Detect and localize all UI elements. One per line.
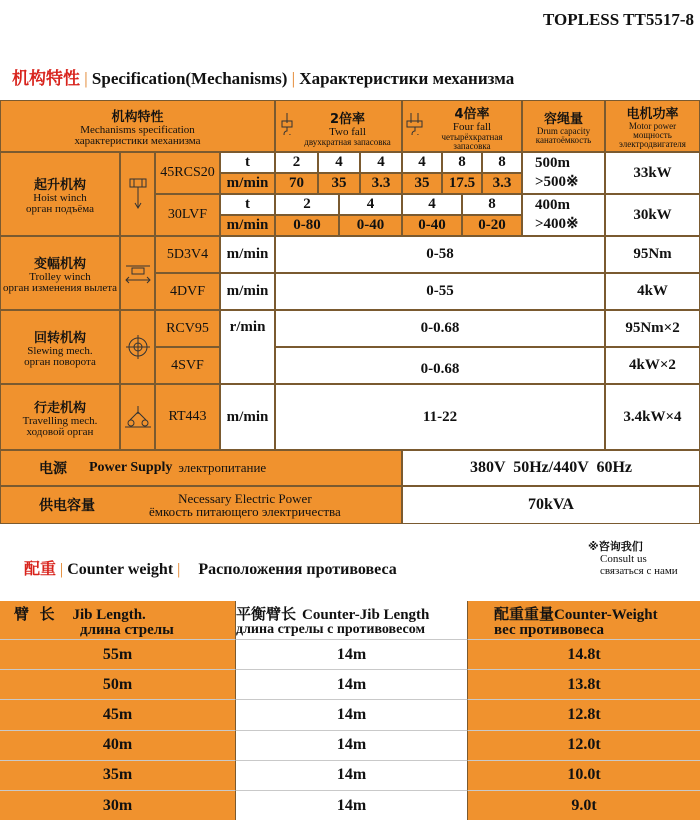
- trolley-winch-icon: [125, 262, 151, 284]
- hoist-r2-t-label: t: [220, 194, 275, 215]
- trolley-unit-2: m/min: [220, 273, 275, 310]
- travelling-mech-icon: [125, 406, 151, 428]
- spec-title-cn: 机构特性: [12, 69, 80, 89]
- spec-table: [0, 100, 700, 525]
- cw-counter-weight: 12.8t: [468, 699, 700, 729]
- hoist-icon-cell: [120, 152, 155, 236]
- cw-counter-jib-length: 14m: [235, 760, 468, 790]
- cw-counter-jib-length: 14m: [235, 790, 468, 820]
- cw-title-en: Counter weight: [67, 561, 174, 578]
- travel-model: RT443: [155, 384, 220, 450]
- cw-header-jib: 臂 长 Jib Length. длина стрелы: [0, 601, 235, 639]
- cw-header-counter-jib: 平衡臂长 Counter-Jib Length длина стрелы с противовесом: [235, 601, 468, 639]
- cw-counter-weight: 12.0t: [468, 730, 700, 760]
- hoist-r2-speed-label: m/min: [220, 215, 275, 236]
- spec-title-en: Specification(Mechanisms): [91, 69, 288, 88]
- hoist-r1-speed-value: 3.3: [360, 173, 402, 194]
- slewing-mech-icon: [126, 335, 150, 359]
- hoist-r1-t-value: 8: [442, 152, 482, 173]
- cw-table: [0, 601, 700, 820]
- cw-jib-length: 45m: [0, 699, 235, 729]
- hoist-r1-speed-value: 35: [318, 173, 360, 194]
- hoist-r1-speed-value: 17.5: [442, 173, 482, 194]
- hoist-r1-speed-value: 3.3: [482, 173, 522, 194]
- hoist-winch-icon: [127, 177, 149, 211]
- hoist-model-2: 30LVF: [155, 194, 220, 236]
- slewing-model-1: RCV95: [155, 310, 220, 347]
- hoist-drum-1: 500m >500※: [522, 152, 605, 194]
- travel-unit: m/min: [220, 384, 275, 450]
- trolley-power-2: 4kW: [605, 273, 700, 310]
- slewing-model-2: 4SVF: [155, 347, 220, 384]
- travel-power: 3.4kW×4: [605, 384, 700, 450]
- header-two-fall: 2倍率 Two fall двухкратная запасовка: [275, 100, 402, 152]
- cw-counter-jib-length: 14m: [235, 639, 468, 669]
- slewing-speed-1: 0-0.68: [275, 310, 605, 347]
- hoist-r2-speed-value: 0-40: [339, 215, 402, 236]
- hoist-r2-t-value: 4: [402, 194, 462, 215]
- hoist-model-1: 45RCS20: [155, 152, 220, 194]
- cw-counter-weight: 13.8t: [468, 669, 700, 699]
- hoist-label: 起升机构 Hoist winch орган подъёма: [0, 152, 120, 236]
- travel-icon-cell: [120, 384, 155, 450]
- cw-jib-length: 50m: [0, 669, 235, 699]
- cw-counter-jib-length: 14m: [235, 699, 468, 729]
- cw-header-weight: 配重重量Counter-Weight вес противовеса: [468, 601, 700, 639]
- hoist-r2-t-value: 8: [462, 194, 522, 215]
- power-capacity-label: 供电容量 Necessary Electric Power ёмкость питающего электричества: [0, 486, 402, 524]
- hoist-r1-t-value: 4: [360, 152, 402, 173]
- hoist-r1-speed-value: 35: [402, 173, 442, 194]
- header-drum-capacity: 容绳量 Drum capacity канатоёмкость: [522, 100, 605, 152]
- hoist-r2-t-value: 4: [339, 194, 402, 215]
- hoist-r1-speed-value: 70: [275, 173, 318, 194]
- hoist-r2-speed-value: 0-20: [462, 215, 522, 236]
- travel-label: 行走机构 Travelling mech. ходовой орган: [0, 384, 120, 450]
- cw-title-cn: 配重: [24, 559, 57, 578]
- header-four-fall: 4倍率 Four fall четырёхкратная запасовка: [402, 100, 522, 152]
- trolley-icon-cell: [120, 236, 155, 310]
- power-supply-label: 电源 Power Supply электропитание: [0, 450, 402, 486]
- power-supply-value: 380V 50Hz/440V 60Hz: [402, 450, 700, 486]
- hoist-r2-speed-value: 0-80: [275, 215, 339, 236]
- hoist-r1-t-label: t: [220, 152, 275, 173]
- trolley-speed-2: 0-55: [275, 273, 605, 310]
- slewing-icon-cell: [120, 310, 155, 384]
- hoist-r2-t-value: 2: [275, 194, 339, 215]
- cw-counter-weight: 14.8t: [468, 639, 700, 669]
- cw-jib-length: 30m: [0, 790, 235, 820]
- header-mechanisms: 机构特性 Mechanisms specification характеристики механизма: [0, 100, 275, 152]
- slewing-power-2: 4kW×2: [605, 347, 700, 384]
- trolley-model-2: 4DVF: [155, 273, 220, 310]
- four-fall-reeving-icon: [405, 113, 425, 135]
- hoist-power-2: 30kW: [605, 194, 700, 236]
- hoist-power-1: 33kW: [605, 152, 700, 194]
- cw-counter-weight: 9.0t: [468, 790, 700, 820]
- trolley-model-1: 5D3V4: [155, 236, 220, 273]
- spec-title: 机构特性 | Specification(Mechanisms) | Характеристики механизма: [12, 69, 515, 89]
- hoist-r1-t-value: 4: [318, 152, 360, 173]
- hoist-r2-speed-value: 0-40: [402, 215, 462, 236]
- cw-jib-length: 35m: [0, 760, 235, 790]
- spec-title-ru: Характеристики механизма: [299, 69, 515, 88]
- hoist-r1-t-value: 8: [482, 152, 522, 173]
- cw-counter-jib-length: 14m: [235, 730, 468, 760]
- cw-jib-length: 40m: [0, 730, 235, 760]
- slewing-speed-2: 0-0.68: [275, 347, 605, 384]
- cw-title: 配重 | Counter weight | Расположения противовеса: [24, 559, 397, 578]
- model-title: TOPLESS TT5517-8: [542, 10, 694, 29]
- slewing-power-1: 95Nm×2: [605, 310, 700, 347]
- header-motor-power: 电机功率 Motor power мощность электродвигателя: [605, 100, 700, 152]
- slewing-unit: r/min: [220, 310, 275, 384]
- cw-counter-weight: 10.0t: [468, 760, 700, 790]
- hoist-r1-t-value: 2: [275, 152, 318, 173]
- trolley-power-1: 95Nm: [605, 236, 700, 273]
- cw-title-ru: Расположения противовеса: [198, 561, 397, 578]
- trolley-label: 变幅机构 Trolley winch орган изменения вылета: [0, 236, 120, 310]
- hoist-drum-2: 400m >400※: [522, 194, 605, 236]
- hoist-r1-speed-label: m/min: [220, 173, 275, 194]
- slewing-label: 回转机构 Slewing mech. орган поворота: [0, 310, 120, 384]
- cw-jib-length: 55m: [0, 639, 235, 669]
- travel-speed: 11-22: [275, 384, 605, 450]
- trolley-speed-1: 0-58: [275, 236, 605, 273]
- power-capacity-value: 70kVA: [402, 486, 700, 524]
- hoist-r1-t-value: 4: [402, 152, 442, 173]
- consult-note: ※咨询我们 Consult us связаться с нами: [588, 540, 678, 577]
- cw-counter-jib-length: 14m: [235, 669, 468, 699]
- trolley-unit-1: m/min: [220, 236, 275, 273]
